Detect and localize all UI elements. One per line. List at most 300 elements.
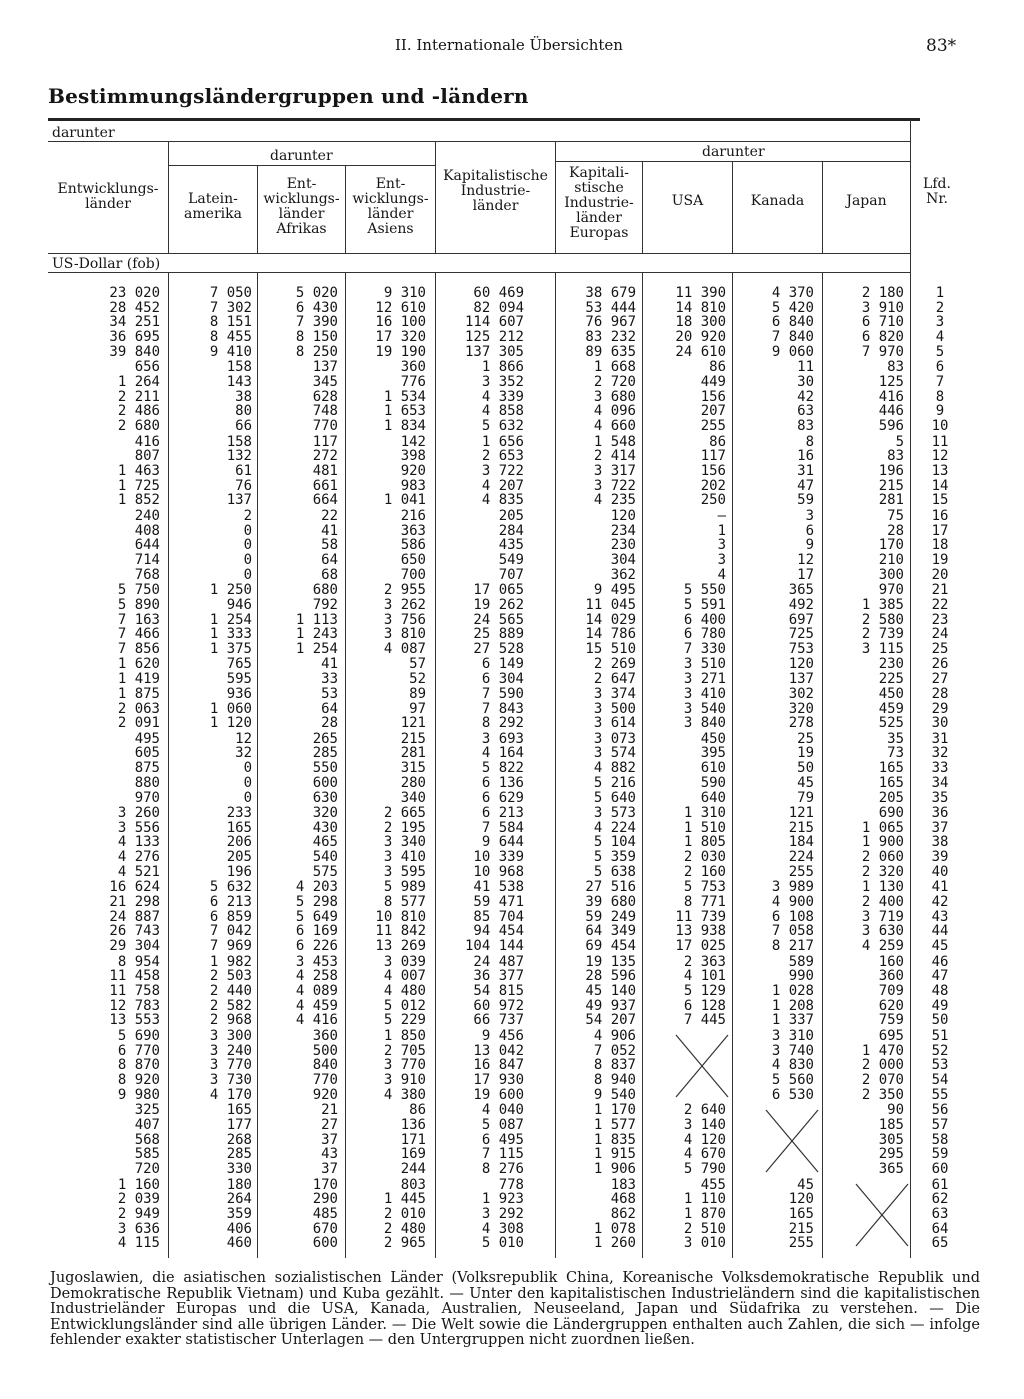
table-cell: 4 459 bbox=[295, 997, 338, 1014]
table-cell: 1 463 bbox=[117, 462, 160, 479]
body-divider bbox=[642, 272, 643, 1258]
row-group bbox=[646, 1103, 726, 1177]
row-group bbox=[52, 1029, 160, 1103]
row-group bbox=[172, 583, 252, 657]
table-cell: 753 bbox=[788, 640, 814, 657]
row-group bbox=[925, 509, 955, 583]
table-cell: 8 276 bbox=[481, 1161, 524, 1178]
table-cell: 3 bbox=[717, 537, 726, 554]
table-cell: 62 bbox=[931, 1191, 949, 1208]
table-cell: 160 bbox=[878, 953, 904, 970]
row-group bbox=[260, 1178, 338, 1252]
row-group bbox=[925, 583, 955, 657]
table-cell: 27 bbox=[931, 671, 949, 688]
table-cell: 54 207 bbox=[585, 1012, 636, 1029]
table-cell: 17 065 bbox=[473, 582, 524, 599]
table-cell: 1 470 bbox=[861, 1042, 904, 1059]
table-cell: 121 bbox=[400, 715, 426, 732]
table-cell: 920 bbox=[312, 1086, 338, 1103]
table-cell: 255 bbox=[788, 1235, 814, 1252]
table-cell: 4 258 bbox=[295, 968, 338, 985]
table-cell: 9 bbox=[805, 537, 814, 554]
table-cell: 6 859 bbox=[209, 908, 252, 925]
row-group bbox=[646, 286, 726, 360]
table-cell: 920 bbox=[400, 462, 426, 479]
table-cell: 435 bbox=[498, 537, 524, 554]
table-cell: 1 906 bbox=[593, 1161, 636, 1178]
row-group bbox=[348, 880, 426, 954]
table-cell: 15 510 bbox=[585, 640, 636, 657]
table-cell: 120 bbox=[788, 1191, 814, 1208]
table-cell: 3 574 bbox=[593, 745, 636, 762]
table-cell: 2 955 bbox=[383, 582, 426, 599]
table-cell: 35 bbox=[931, 789, 949, 806]
table-cell: 16 bbox=[797, 448, 814, 465]
table-cell: 3 770 bbox=[383, 1057, 426, 1074]
row-group bbox=[348, 1103, 426, 1177]
table-cell: 38 bbox=[931, 834, 949, 851]
table-cell: 33 bbox=[931, 760, 949, 777]
row-group bbox=[260, 360, 338, 434]
table-cell: 395 bbox=[700, 745, 726, 762]
row-group bbox=[348, 286, 426, 360]
table-cell: 281 bbox=[878, 492, 904, 509]
table-cell: 4 835 bbox=[481, 492, 524, 509]
table-cell: 5 560 bbox=[771, 1072, 814, 1089]
table-cell: 1 250 bbox=[209, 582, 252, 599]
header-asiens: Ent- wicklungs- länder Asiens bbox=[352, 176, 429, 237]
row-group bbox=[736, 657, 814, 731]
table-cell: 9 060 bbox=[771, 343, 814, 360]
table-cell: 3 989 bbox=[771, 879, 814, 896]
table-cell: 171 bbox=[400, 1131, 426, 1148]
table-cell: 330 bbox=[226, 1161, 252, 1178]
table-cell: 365 bbox=[788, 582, 814, 599]
header-kap-europas: Kapitali- stische Industrie- länder Europas bbox=[564, 165, 634, 241]
table-cell: 120 bbox=[610, 507, 636, 524]
table-cell: 568 bbox=[134, 1131, 160, 1148]
table-cell: 36 bbox=[931, 805, 949, 822]
table-cell: 215 bbox=[400, 730, 426, 747]
table-cell: 45 140 bbox=[585, 983, 636, 1000]
row-group bbox=[826, 955, 904, 1029]
table-cell: 1 065 bbox=[861, 819, 904, 836]
table-cell: 165 bbox=[226, 1102, 252, 1119]
row-group bbox=[260, 806, 338, 880]
row-group bbox=[736, 1178, 814, 1252]
table-cell: 714 bbox=[134, 551, 160, 568]
table-cell: 34 bbox=[931, 774, 949, 791]
table-cell: 2 486 bbox=[117, 403, 160, 420]
row-group bbox=[925, 286, 955, 360]
table-cell: 2 010 bbox=[383, 1205, 426, 1222]
table-cell: 184 bbox=[788, 834, 814, 851]
table-cell: 2 665 bbox=[383, 805, 426, 822]
row-group bbox=[440, 1103, 524, 1177]
table-cell: 2 070 bbox=[861, 1072, 904, 1089]
table-cell: 481 bbox=[312, 462, 338, 479]
row-group bbox=[440, 286, 524, 360]
table-cell: 16 847 bbox=[473, 1057, 524, 1074]
row-group bbox=[348, 583, 426, 657]
table-cell: 50 bbox=[931, 1012, 949, 1029]
table-cell: 9 310 bbox=[383, 285, 426, 301]
table-cell: 285 bbox=[226, 1146, 252, 1163]
table-cell: 1 510 bbox=[683, 819, 726, 836]
table-cell: 121 bbox=[788, 805, 814, 822]
table-cell: 936 bbox=[226, 685, 252, 702]
row-group bbox=[925, 1103, 955, 1177]
row-group bbox=[260, 286, 338, 360]
header-japan: Japan bbox=[846, 193, 887, 209]
table-cell: 82 094 bbox=[473, 299, 524, 316]
table-cell: 25 bbox=[931, 640, 949, 657]
table-cell: 11 bbox=[797, 359, 814, 376]
table-cell: 5 890 bbox=[117, 596, 160, 613]
table-cell: 460 bbox=[226, 1235, 252, 1252]
table-cell: 398 bbox=[400, 448, 426, 465]
table-cell: 590 bbox=[700, 774, 726, 791]
table-cell: 39 680 bbox=[585, 894, 636, 911]
table-cell: 6 495 bbox=[481, 1131, 524, 1148]
table-cell: 281 bbox=[400, 745, 426, 762]
table-cell: 1 805 bbox=[683, 834, 726, 851]
table-cell: 3 140 bbox=[683, 1116, 726, 1133]
table-cell: 4 660 bbox=[593, 418, 636, 435]
table-cell: 2 211 bbox=[117, 388, 160, 405]
unit-label: US-Dollar (fob) bbox=[52, 256, 161, 272]
table-cell: 990 bbox=[788, 968, 814, 985]
table-cell: 117 bbox=[312, 433, 338, 450]
table-cell: 59 bbox=[931, 1146, 949, 1163]
row-group bbox=[440, 360, 524, 434]
table-cell: 3 374 bbox=[593, 685, 636, 702]
table-cell: 265 bbox=[312, 730, 338, 747]
table-cell: 3 bbox=[805, 507, 814, 524]
row-group bbox=[736, 880, 814, 954]
table-cell: 4 900 bbox=[771, 894, 814, 911]
table-cell: 14 810 bbox=[675, 299, 726, 316]
table-cell: 2 160 bbox=[683, 863, 726, 880]
table-cell: 449 bbox=[700, 373, 726, 390]
row-group bbox=[260, 509, 338, 583]
table-cell: 1 113 bbox=[295, 611, 338, 628]
table-cell: 8 bbox=[935, 388, 945, 405]
table-cell: 2 030 bbox=[683, 849, 726, 866]
table-cell: 23 bbox=[931, 611, 949, 628]
table-cell: 4 089 bbox=[295, 983, 338, 1000]
table-cell: 52 bbox=[931, 1042, 949, 1059]
table-cell: 64 bbox=[321, 700, 338, 717]
table-cell: 1 577 bbox=[593, 1116, 636, 1133]
table-cell: 16 100 bbox=[375, 314, 426, 331]
table-cell: 360 bbox=[400, 359, 426, 376]
table-cell: 9 bbox=[935, 403, 945, 420]
row-group bbox=[440, 435, 524, 509]
table-cell: 25 bbox=[797, 730, 814, 747]
table-cell: 2 400 bbox=[861, 894, 904, 911]
table-cell: 3 722 bbox=[593, 477, 636, 494]
table-cell: 18 300 bbox=[675, 314, 726, 331]
table-cell: 325 bbox=[134, 1102, 160, 1119]
table-cell: 4 235 bbox=[593, 492, 636, 509]
table-cell: 549 bbox=[498, 551, 524, 568]
table-cell: 6 780 bbox=[683, 626, 726, 643]
table-cell: 272 bbox=[312, 448, 338, 465]
darunter-right-label: darunter bbox=[702, 144, 765, 160]
column-usa bbox=[646, 286, 726, 1252]
table-cell: 14 029 bbox=[585, 611, 636, 628]
table-cell: 9 644 bbox=[481, 834, 524, 851]
table-cell: 19 bbox=[931, 551, 949, 568]
table-cell: 230 bbox=[878, 656, 904, 673]
table-cell: 1 548 bbox=[593, 433, 636, 450]
table-cell: 765 bbox=[226, 656, 252, 673]
table-cell: 1 110 bbox=[683, 1191, 726, 1208]
table-cell: 8 455 bbox=[209, 329, 252, 346]
table-cell: 620 bbox=[878, 997, 904, 1014]
header-kanada: Kanada bbox=[750, 193, 805, 209]
row-group bbox=[172, 509, 252, 583]
table-cell: 6 149 bbox=[481, 656, 524, 673]
table-cell: 215 bbox=[788, 1220, 814, 1237]
table-cell: 50 bbox=[797, 760, 814, 777]
table-cell: 137 bbox=[226, 492, 252, 509]
table-cell: 205 bbox=[878, 789, 904, 806]
footnote: Jugoslawien, die asiatischen sozialistischen Länder (Volksrepublik China, Koreanische Volksdemokratische Republik und Demokratische Republik Vietnam) und Kuba gezählt. — Unter den kapitalistischen Industrieländern sind die kapitalistischen Industrieländer Europas und die USA, Kanada, Australien, Neuseeland, Japan und Südafrika zu verstehen. — Die Entwicklungsländer sind alle übrigen Länder. — Die Welt sowie die Ländergruppen enthalten auch Zahlen, die sich — infolge fehlender exakter statistischer Unterlagen — den Untergruppen nicht zuordnen ließen. bbox=[50, 1270, 980, 1348]
row-group bbox=[172, 1029, 252, 1103]
row-group bbox=[52, 509, 160, 583]
table-cell: 4 830 bbox=[771, 1057, 814, 1074]
table-cell: 196 bbox=[226, 863, 252, 880]
table-cell: 137 bbox=[312, 359, 338, 376]
table-cell: 4 115 bbox=[117, 1235, 160, 1252]
table-cell: 3 722 bbox=[481, 462, 524, 479]
table-cell: 3 115 bbox=[861, 640, 904, 657]
row-group bbox=[260, 955, 338, 1029]
table-cell: 59 471 bbox=[473, 894, 524, 911]
row-group bbox=[826, 1103, 904, 1177]
table-cell: 300 bbox=[878, 566, 904, 583]
table-cell: 66 bbox=[235, 418, 252, 435]
table-cell: 207 bbox=[700, 403, 726, 420]
table-cell: 1 310 bbox=[683, 805, 726, 822]
table-cell: 1 333 bbox=[209, 626, 252, 643]
row-group bbox=[558, 360, 636, 434]
header-rule-1 bbox=[48, 141, 910, 142]
row-group bbox=[736, 360, 814, 434]
table-cell: 75 bbox=[887, 507, 904, 524]
table-cell: 158 bbox=[226, 433, 252, 450]
table-cell: 7 058 bbox=[771, 923, 814, 940]
table-cell: 42 bbox=[797, 388, 814, 405]
table-cell: 59 bbox=[797, 492, 814, 509]
table-cell: 10 339 bbox=[473, 849, 524, 866]
table-cell: 4 259 bbox=[861, 938, 904, 955]
col-divider bbox=[910, 120, 911, 1258]
table-cell: 983 bbox=[400, 477, 426, 494]
table-cell: 550 bbox=[312, 760, 338, 777]
table-cell: 0 bbox=[243, 537, 252, 554]
table-cell: 1 866 bbox=[481, 359, 524, 376]
table-cell: 1 385 bbox=[861, 596, 904, 613]
table-cell: 1 834 bbox=[383, 418, 426, 435]
page-title: Bestimmungsländergruppen und -ländern bbox=[48, 84, 529, 108]
table-cell: 416 bbox=[878, 388, 904, 405]
table-cell: 595 bbox=[226, 671, 252, 688]
table-cell: 1 850 bbox=[383, 1027, 426, 1044]
table-cell: 205 bbox=[498, 507, 524, 524]
row-group bbox=[172, 806, 252, 880]
row-group bbox=[52, 806, 160, 880]
table-cell: 22 bbox=[931, 596, 949, 613]
table-cell: 143 bbox=[226, 373, 252, 390]
table-cell: 19 600 bbox=[473, 1086, 524, 1103]
table-cell: 136 bbox=[400, 1116, 426, 1133]
table-cell: 0 bbox=[243, 789, 252, 806]
table-cell: 37 bbox=[321, 1161, 338, 1178]
table-cell: 13 553 bbox=[109, 1012, 160, 1029]
table-cell: 320 bbox=[312, 805, 338, 822]
table-cell: 450 bbox=[700, 730, 726, 747]
table-cell: 51 bbox=[931, 1027, 949, 1044]
table-cell: 169 bbox=[400, 1146, 426, 1163]
table-cell: 5 638 bbox=[593, 863, 636, 880]
table-cell: 2 653 bbox=[481, 448, 524, 465]
row-group bbox=[52, 732, 160, 806]
row-group bbox=[440, 732, 524, 806]
table-cell: 86 bbox=[709, 433, 726, 450]
body-divider bbox=[257, 272, 258, 1258]
table-cell: 362 bbox=[610, 566, 636, 583]
header-rule-4 bbox=[48, 253, 910, 254]
table-cell: 1 653 bbox=[383, 403, 426, 420]
table-cell: 7 970 bbox=[861, 343, 904, 360]
table-cell: 6 304 bbox=[481, 671, 524, 688]
row-group bbox=[52, 1103, 160, 1177]
table-cell: 630 bbox=[312, 789, 338, 806]
table-cell: 585 bbox=[134, 1146, 160, 1163]
row-group bbox=[646, 955, 726, 1029]
row-group bbox=[440, 806, 524, 880]
table-cell: 406 bbox=[226, 1220, 252, 1237]
header-afrikas: Ent- wicklungs- länder Afrikas bbox=[263, 176, 340, 237]
table-cell: 759 bbox=[878, 1012, 904, 1029]
table-cell: 295 bbox=[878, 1146, 904, 1163]
table-cell: 3 630 bbox=[861, 923, 904, 940]
row-group bbox=[172, 880, 252, 954]
row-group bbox=[440, 955, 524, 1029]
table-cell: 7 042 bbox=[209, 923, 252, 940]
table-cell: 5 649 bbox=[295, 908, 338, 925]
table-cell: 58 bbox=[931, 1131, 949, 1148]
table-cell: 69 454 bbox=[585, 938, 636, 955]
table-cell: 485 bbox=[312, 1205, 338, 1222]
row-group bbox=[558, 1029, 636, 1103]
table-cell: 34 251 bbox=[109, 314, 160, 331]
table-cell: 19 262 bbox=[473, 596, 524, 613]
table-cell: 2 063 bbox=[117, 700, 160, 717]
table-cell: 700 bbox=[400, 566, 426, 583]
table-cell: 142 bbox=[400, 433, 426, 450]
row-group bbox=[736, 732, 814, 806]
table-cell: 9 495 bbox=[593, 582, 636, 599]
table-cell: 10 968 bbox=[473, 863, 524, 880]
row-group bbox=[52, 1178, 160, 1252]
row-group bbox=[646, 880, 726, 954]
table-cell: 11 739 bbox=[675, 908, 726, 925]
table-cell: 2 bbox=[935, 299, 945, 316]
row-group bbox=[558, 509, 636, 583]
table-cell: 60 469 bbox=[473, 285, 524, 301]
table-cell: 120 bbox=[788, 656, 814, 673]
table-cell: 1 028 bbox=[771, 983, 814, 1000]
table-cell: 3 073 bbox=[593, 730, 636, 747]
row-group bbox=[52, 657, 160, 731]
table-cell: 6 169 bbox=[295, 923, 338, 940]
table-cell: 304 bbox=[610, 551, 636, 568]
table-cell: 26 bbox=[931, 656, 949, 673]
row-group bbox=[925, 657, 955, 731]
table-cell: 137 305 bbox=[464, 343, 524, 360]
table-cell: 7 163 bbox=[117, 611, 160, 628]
table-cell: 6 770 bbox=[117, 1042, 160, 1059]
table-cell: 650 bbox=[400, 551, 426, 568]
table-cell: 264 bbox=[226, 1191, 252, 1208]
table-cell: 53 bbox=[931, 1057, 949, 1074]
table-cell: 24 487 bbox=[473, 953, 524, 970]
table-cell: 1 923 bbox=[481, 1191, 524, 1208]
top-darunter-label: darunter bbox=[52, 125, 115, 141]
table-cell: 446 bbox=[878, 403, 904, 420]
table-cell: 73 bbox=[887, 745, 904, 762]
table-cell: 47 bbox=[931, 968, 949, 985]
row-group bbox=[172, 435, 252, 509]
table-cell: 1 208 bbox=[771, 997, 814, 1014]
table-cell: 792 bbox=[312, 596, 338, 613]
table-cell: 5 750 bbox=[117, 582, 160, 599]
table-cell: 1 260 bbox=[593, 1235, 636, 1252]
table-cell: 628 bbox=[312, 388, 338, 405]
table-cell: 3 340 bbox=[383, 834, 426, 851]
table-cell: 49 937 bbox=[585, 997, 636, 1014]
table-cell: 5 550 bbox=[683, 582, 726, 599]
table-cell: 1 915 bbox=[593, 1146, 636, 1163]
table-cell: 1 060 bbox=[209, 700, 252, 717]
row-group bbox=[172, 657, 252, 731]
table-cell: 596 bbox=[878, 418, 904, 435]
table-cell: 28 bbox=[321, 715, 338, 732]
table-cell: 1 900 bbox=[861, 834, 904, 851]
row-group bbox=[52, 583, 160, 657]
table-cell: 255 bbox=[788, 863, 814, 880]
table-cell: 5 753 bbox=[683, 879, 726, 896]
table-cell: 4 040 bbox=[481, 1102, 524, 1119]
table-cell: 3 840 bbox=[683, 715, 726, 732]
row-group bbox=[440, 583, 524, 657]
table-cell: 234 bbox=[610, 522, 636, 539]
row-group bbox=[736, 509, 814, 583]
table-cell: 5 359 bbox=[593, 849, 636, 866]
table-cell: 285 bbox=[312, 745, 338, 762]
table-cell: 60 972 bbox=[473, 997, 524, 1014]
table-cell: — bbox=[717, 507, 726, 524]
table-cell: 3 292 bbox=[481, 1205, 524, 1222]
table-cell: 20 bbox=[931, 566, 949, 583]
table-cell: 8 577 bbox=[383, 894, 426, 911]
table-cell: 11 390 bbox=[675, 285, 726, 301]
row-group bbox=[260, 583, 338, 657]
